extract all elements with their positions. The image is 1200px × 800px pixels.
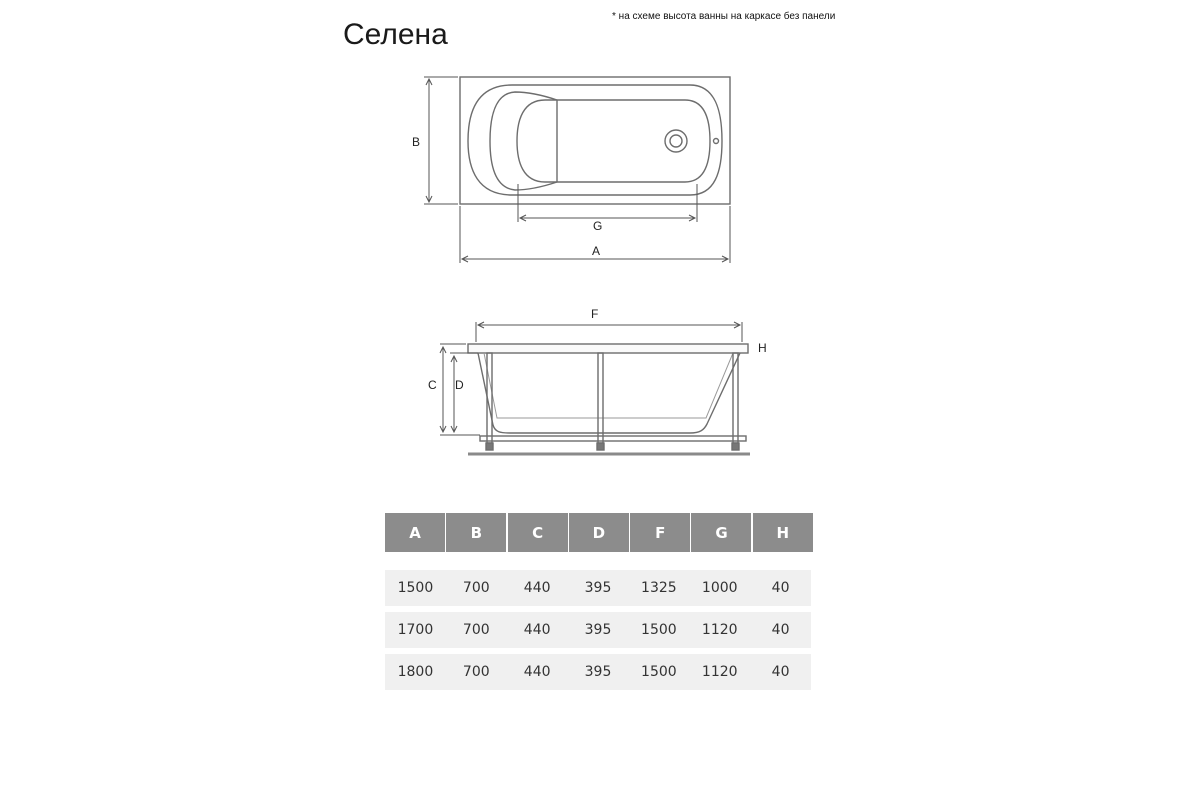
frame-foot-right [732,443,739,450]
table-cell: 395 [584,622,612,638]
drain-outer-ring [665,130,687,152]
table-header-cell: C [508,513,568,552]
table-cell: 700 [462,580,490,596]
table-header-cell: D [569,513,629,552]
table-header-row [385,513,814,552]
product-title: Селена [343,18,448,51]
table-header-cell: A [385,513,445,552]
table-cell: 440 [523,664,551,680]
dim-label-f: F [591,307,599,321]
side-view-rim [468,344,748,353]
table-row [385,570,811,606]
table-cell: 1120 [701,622,738,638]
top-view [460,77,730,204]
table-header-cell: F [630,513,690,552]
top-view-inner-bowl [517,100,710,182]
table-cell: 40 [771,622,790,638]
table-header-cell: B [446,513,506,552]
dim-label-d: D [455,378,464,392]
side-view-bowl [478,353,740,433]
top-view-dimensions [424,77,730,263]
top-view-rim [460,77,730,204]
table-cell: 440 [523,580,551,596]
table-cell: 1000 [701,580,738,596]
dim-label-a: A [592,244,601,258]
table-row [385,612,811,648]
table-cell: 1500 [397,580,434,596]
table-cell: 395 [584,580,612,596]
table-cell: 40 [771,664,790,680]
overflow-hole [714,139,719,144]
table-cell: 1500 [641,664,677,680]
table-header-cell: G [691,513,751,552]
table-cell: 1120 [701,664,738,680]
dimensions-table [385,513,814,690]
table-cell: 395 [584,664,612,680]
table-cell: 1800 [397,664,434,680]
top-view-headrest [490,92,557,190]
frame-foot-middle [597,443,604,450]
table-cell: 40 [771,580,790,596]
table-header-cell: H [753,513,813,552]
table-cell: 1700 [397,622,434,638]
table-cell: 700 [462,622,490,638]
table-cell: 1500 [641,622,677,638]
frame-leg-middle [598,353,603,443]
frame-bottom-rail [480,436,746,441]
table-cell: 700 [462,664,490,680]
top-view-outer-bowl [468,85,722,195]
frame-foot-left [486,443,493,450]
dim-label-h: H [758,341,767,355]
dim-label-c: C [428,378,437,392]
dim-label-b: B [412,135,421,149]
side-view-bowl-inner [484,353,733,418]
drain-inner-ring [670,135,682,147]
table-cell: 1325 [641,580,677,596]
table-row [385,654,811,690]
table-cell: 440 [523,622,551,638]
side-view [468,344,750,454]
scheme-note: * на схеме высота ванны на каркасе без панели [612,11,836,22]
dim-label-g: G [593,219,603,233]
